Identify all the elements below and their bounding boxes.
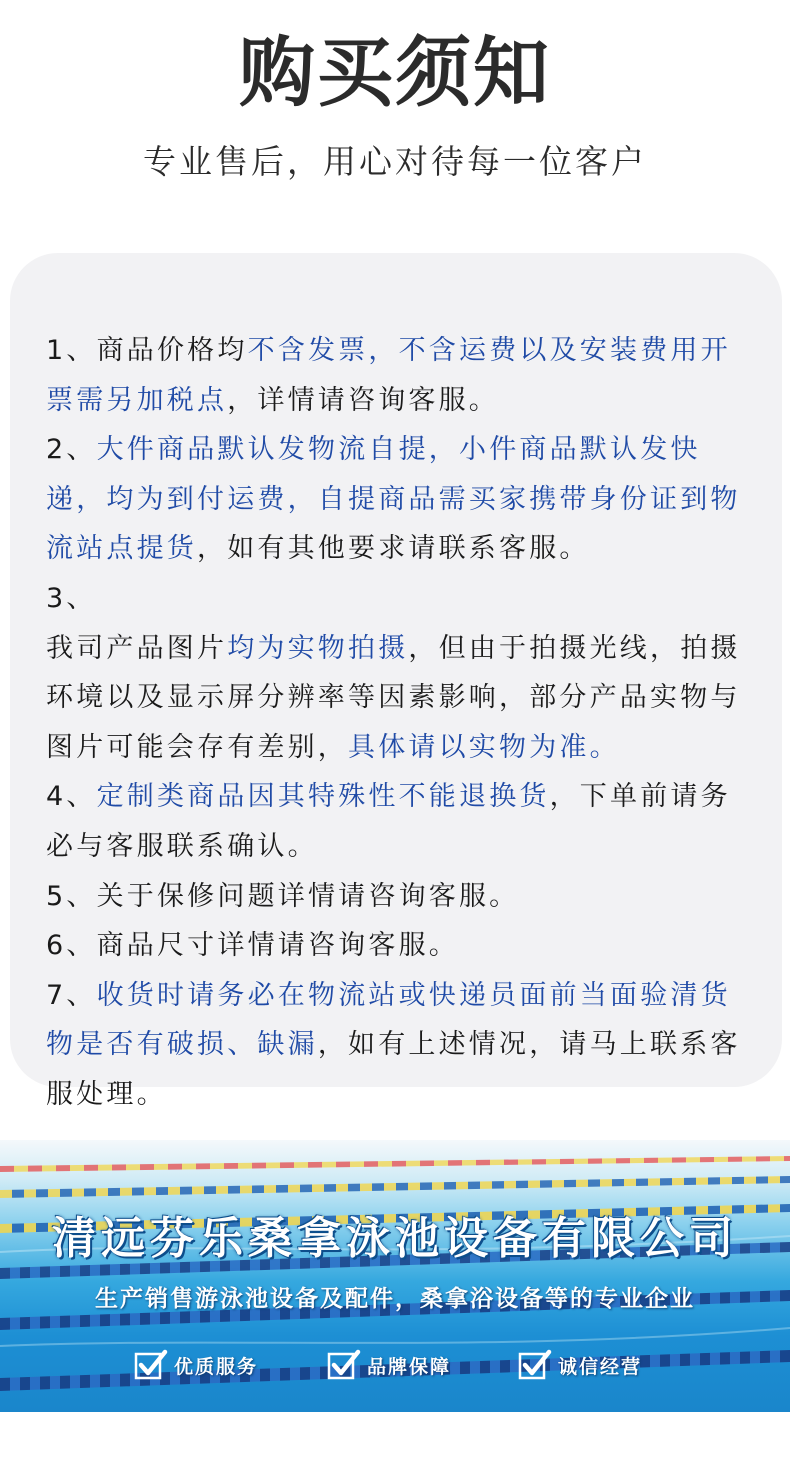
notice-text: 3、: [46, 582, 97, 614]
notice-item: [46, 921, 756, 971]
notice-list: [46, 326, 756, 1120]
company-name: 清远芬乐桑拿泳池设备有限公司: [52, 1213, 738, 1264]
notice-highlight: 不含发票，不含运费以及安装费用开票需另加税点: [46, 335, 731, 416]
notice-highlight: 具体请以实物为准。: [348, 731, 620, 763]
notice-text: 1、商品价格均: [46, 335, 248, 366]
notice-item: [46, 872, 756, 922]
notice-text: ，但由于拍摄光线，拍摄环境以及显示屏分辨率等因素影响，部分产品实物与图片可能会存有差别，: [46, 632, 741, 763]
company-banner: [0, 1140, 790, 1412]
checkmark-icon: [327, 1348, 361, 1382]
notice-item: [46, 326, 756, 425]
feature-label: 品牌保障: [367, 1355, 452, 1378]
checkmark-icon: [134, 1348, 168, 1382]
checkmark-icon: [518, 1348, 552, 1382]
notice-text: ，下单前请务必与客服联系确认。: [46, 781, 731, 862]
notice-text: 7、: [46, 979, 97, 1011]
notice-text: 5、关于保修问题详情请咨询客服。: [46, 880, 520, 912]
page-title: 购买须知: [239, 28, 551, 117]
notice-item: [46, 425, 756, 574]
notice-text: ，如有其他要求请联系客服。: [197, 533, 590, 565]
feature-item-integrity: [518, 1345, 642, 1385]
notice-highlight: 大件商品默认发物流自提，小件商品默认发快递，均为到付运费，自提商品需买家携带身份证到物流站点提货: [46, 434, 741, 565]
notice-text: ，详情请咨询客服。: [227, 384, 500, 416]
feature-item-quality-service: [134, 1345, 258, 1385]
notice-text: 6、商品尺寸详情请咨询客服。: [46, 930, 459, 962]
feature-item-brand-guarantee: [327, 1345, 451, 1385]
notice-text: 我司产品图片: [46, 632, 228, 664]
notice-text: 4、: [46, 781, 97, 813]
notice-text: ，如有上述情况，请马上联系客服处理。: [46, 1029, 741, 1110]
company-slogan: 生产销售游泳池设备及配件，桑拿浴设备等的专业企业: [95, 1286, 695, 1312]
notice-highlight: 收货时请务必在物流站或快递员面前当面验清货物是否有破损、缺漏: [46, 979, 731, 1061]
notice-highlight: 均为实物拍摄: [227, 632, 409, 664]
notice-item: [46, 971, 756, 1120]
notice-item: [46, 574, 756, 624]
notice-item: [46, 772, 756, 871]
notice-text: 2、: [46, 434, 97, 466]
feature-list: [0, 1345, 790, 1385]
page-subtitle: 专业售后，用心对待每一位客户: [143, 142, 647, 181]
notice-highlight: 定制类商品因其特殊性不能退换货: [96, 781, 550, 813]
feature-label: 优质服务: [174, 1355, 259, 1378]
notice-item: [46, 624, 756, 773]
feature-label: 诚信经营: [558, 1355, 643, 1378]
